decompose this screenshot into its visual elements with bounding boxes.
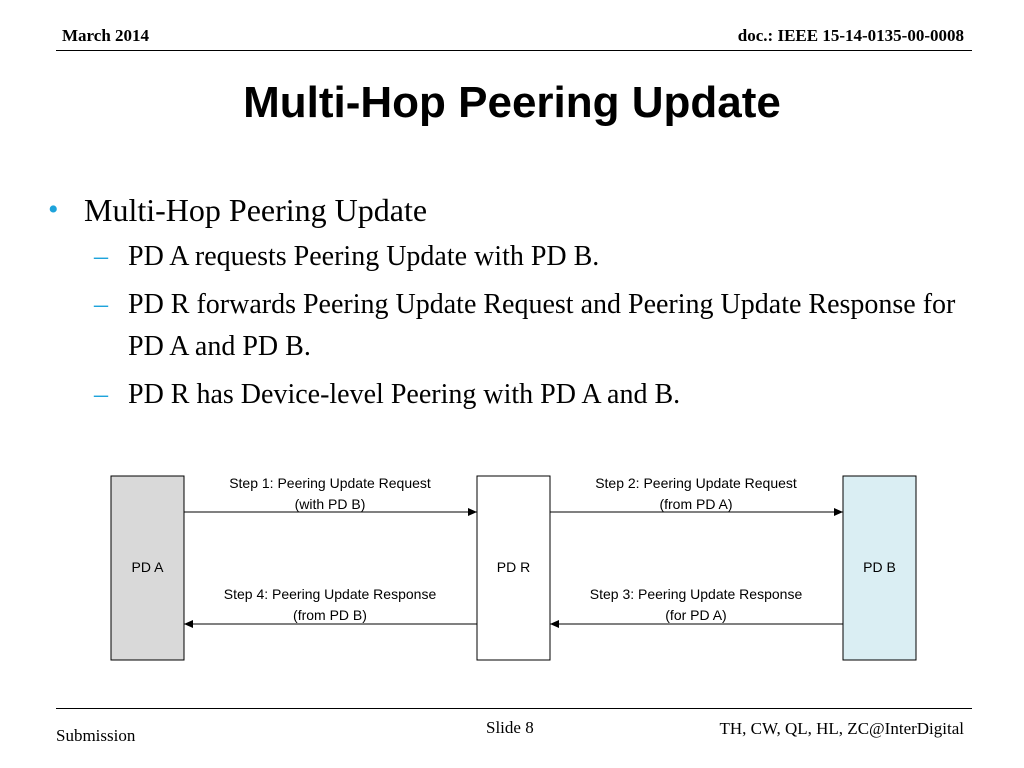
- sub-bullet-text: PD R forwards Peering Update Request and Peering Update Response for PD A and PD B.: [128, 289, 956, 362]
- bullet-dot-icon: •: [48, 193, 59, 226]
- node-pd-r-label: PD R: [496, 559, 531, 575]
- header-date: March 2014: [62, 26, 150, 45]
- node-pd-a-label: PD A: [131, 559, 164, 575]
- node-pd-b-label: PD B: [863, 559, 896, 575]
- dash-icon: –: [94, 379, 108, 410]
- step-4-sublabel: (from PD B): [293, 607, 367, 623]
- footer-submission: Submission: [56, 726, 136, 745]
- footer-divider: [56, 708, 972, 709]
- footer-authors: TH, CW, QL, HL, ZC@InterDigital: [719, 719, 964, 738]
- step-1-label: Step 1: Peering Update Request: [229, 475, 431, 491]
- slide-title: Multi-Hop Peering Update: [243, 78, 781, 127]
- dash-icon: –: [94, 241, 108, 272]
- step-2-label: Step 2: Peering Update Request: [595, 475, 797, 491]
- dash-icon: –: [94, 289, 108, 320]
- step-2-sublabel: (from PD A): [659, 496, 733, 512]
- slide-number: Slide 8: [486, 718, 534, 737]
- header-doc-id: doc.: IEEE 15-14-0135-00-0008: [737, 26, 964, 45]
- sub-bullet-text: PD R has Device-level Peering with PD A and B.: [128, 379, 681, 410]
- step-1-sublabel: (with PD B): [294, 496, 366, 512]
- step-3-label: Step 3: Peering Update Response: [589, 586, 803, 602]
- step-4-label: Step 4: Peering Update Response: [223, 586, 437, 602]
- bullet-main-text: Multi-Hop Peering Update: [84, 192, 428, 228]
- step-3-sublabel: (for PD A): [665, 607, 727, 623]
- sub-bullet-text: PD A requests Peering Update with PD B.: [128, 241, 600, 272]
